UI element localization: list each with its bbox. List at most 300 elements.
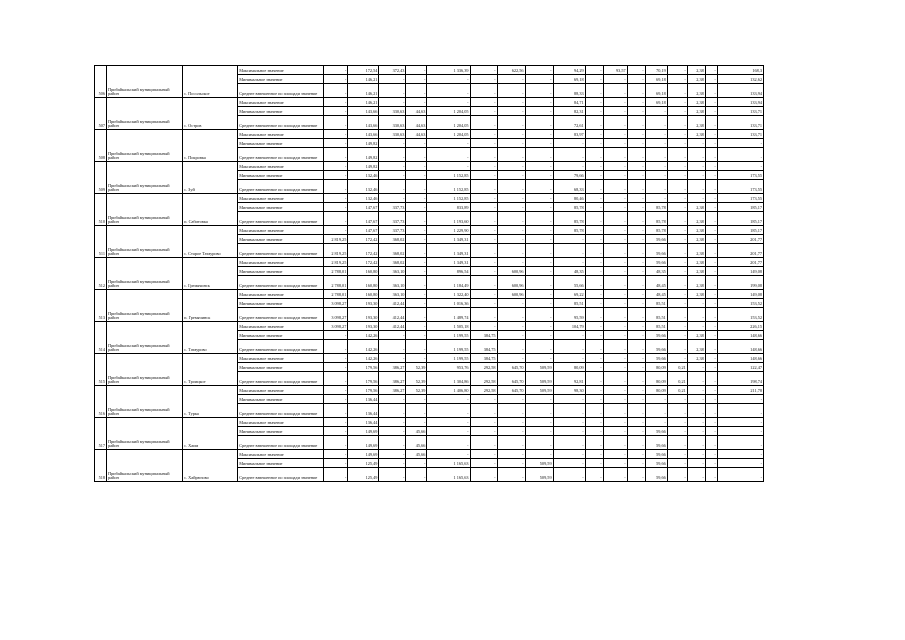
value-cell: - <box>427 418 470 427</box>
value-cell: - <box>470 459 497 468</box>
value-cell: - <box>406 308 427 322</box>
settlement-cell: с. Татаурово <box>183 322 238 354</box>
value-cell: - <box>324 331 348 340</box>
value-cell: - <box>525 276 553 290</box>
value-cell: - <box>497 148 525 162</box>
value-cell: - <box>627 340 645 354</box>
value-cell: - <box>667 436 687 450</box>
value-cell: 1 199,55 <box>427 340 470 354</box>
value-cell: 85,78 <box>645 226 667 235</box>
value-cell: 330,63 <box>379 130 406 139</box>
value-cell: 132,62 <box>717 75 763 84</box>
district-cell: Прибайкальский муниципальный район <box>107 322 183 354</box>
value-cell: - <box>667 468 687 482</box>
value-cell: 1 199,55 <box>427 354 470 363</box>
district-cell: Прибайкальский муниципальный район <box>107 98 183 130</box>
table-row <box>95 194 764 203</box>
value-cell: - <box>627 107 645 116</box>
value-cell: 153,52 <box>717 299 763 308</box>
value-cell: 509,59 <box>525 386 553 395</box>
value-cell: 82,31 <box>553 107 585 116</box>
value-cell: - <box>603 226 627 235</box>
value-cell: - <box>603 322 627 331</box>
value-cell: 147,67 <box>348 212 379 226</box>
value-cell: 44,63 <box>406 107 427 116</box>
value-cell: 2,38 <box>687 267 705 276</box>
value-cell: 1 349,31 <box>427 235 470 244</box>
value-cell: - <box>553 162 585 171</box>
value-cell: - <box>585 98 603 107</box>
value-cell: 69,22 <box>553 290 585 299</box>
value-cell: 337,73 <box>379 226 406 235</box>
value-cell: - <box>497 235 525 244</box>
value-cell: - <box>667 276 687 290</box>
value-cell: 3 098,27 <box>324 299 348 308</box>
value-cell: - <box>324 194 348 203</box>
value-cell: - <box>324 130 348 139</box>
value-cell: 2,38 <box>687 107 705 116</box>
value-cell: 292,58 <box>470 372 497 386</box>
value-cell: - <box>717 468 763 482</box>
district-cell: Прибайкальский муниципальный район <box>107 450 183 482</box>
value-cell: 363,10 <box>379 276 406 290</box>
value-type-label: Минимальное значение <box>238 203 324 212</box>
value-cell: - <box>324 226 348 235</box>
value-cell: - <box>406 244 427 258</box>
value-cell: - <box>470 267 497 276</box>
value-cell: - <box>585 299 603 308</box>
value-cell: - <box>627 130 645 139</box>
value-cell: - <box>324 418 348 427</box>
value-cell: 179,56 <box>348 386 379 395</box>
value-cell: - <box>627 363 645 372</box>
row-number: 518 <box>95 450 107 482</box>
value-cell: - <box>324 354 348 363</box>
value-cell: 173,55 <box>717 180 763 194</box>
value-cell: - <box>705 267 717 276</box>
value-cell: - <box>470 244 497 258</box>
value-cell: - <box>603 235 627 244</box>
value-cell: - <box>470 468 497 482</box>
value-cell: - <box>525 450 553 459</box>
value-cell: 68,33 <box>553 180 585 194</box>
value-cell: - <box>603 139 627 148</box>
value-cell: - <box>645 418 667 427</box>
value-cell: 896,54 <box>427 267 470 276</box>
value-cell: - <box>717 162 763 171</box>
row-number: 508 <box>95 130 107 162</box>
value-cell: 153,52 <box>717 308 763 322</box>
value-cell: - <box>687 322 705 331</box>
value-cell: - <box>525 436 553 450</box>
value-cell: 2,38 <box>687 235 705 244</box>
value-cell: - <box>406 203 427 212</box>
value-cell: 45,66 <box>406 427 427 436</box>
value-cell: - <box>603 203 627 212</box>
value-cell: - <box>705 404 717 418</box>
settlement-cell: с. Турка <box>183 386 238 418</box>
value-cell: - <box>406 212 427 226</box>
value-cell: - <box>470 258 497 267</box>
value-type-label: Среднее взвешенное по площади значение <box>238 308 324 322</box>
value-cell: - <box>603 308 627 322</box>
value-cell: 136,44 <box>348 395 379 404</box>
value-cell: 59,66 <box>645 331 667 340</box>
value-cell: - <box>627 226 645 235</box>
value-cell: - <box>497 340 525 354</box>
value-cell: - <box>497 139 525 148</box>
value-cell: - <box>525 354 553 363</box>
value-type-label: Среднее взвешенное по площади значение <box>238 436 324 450</box>
value-cell: - <box>379 171 406 180</box>
value-cell: 193,30 <box>348 299 379 308</box>
value-cell: - <box>470 212 497 226</box>
value-cell: 79,66 <box>553 171 585 180</box>
value-cell: - <box>627 427 645 436</box>
value-cell: 201,77 <box>717 244 763 258</box>
value-cell: - <box>687 395 705 404</box>
value-cell: - <box>667 212 687 226</box>
value-cell: 55,66 <box>553 276 585 290</box>
value-cell: 2,38 <box>687 84 705 98</box>
value-cell: 59,66 <box>645 427 667 436</box>
value-type-label: Минимальное значение <box>238 107 324 116</box>
value-cell: - <box>627 84 645 98</box>
value-cell: - <box>324 450 348 459</box>
value-cell: - <box>324 116 348 130</box>
value-cell: 142,26 <box>348 331 379 340</box>
value-cell: 363,10 <box>379 290 406 299</box>
value-cell: 85,51 <box>645 322 667 331</box>
value-cell: - <box>585 107 603 116</box>
value-cell: - <box>525 427 553 436</box>
value-cell: 1 199,55 <box>427 331 470 340</box>
value-cell: - <box>667 75 687 84</box>
value-cell: - <box>379 340 406 354</box>
value-cell: 2 788,01 <box>324 276 348 290</box>
value-cell: - <box>585 395 603 404</box>
value-type-label: Максимальное значение <box>238 162 324 171</box>
value-cell: 44,63 <box>406 116 427 130</box>
value-cell: - <box>705 354 717 363</box>
value-cell: 2,38 <box>687 354 705 363</box>
value-cell: - <box>687 372 705 386</box>
value-cell: - <box>645 180 667 194</box>
value-cell: - <box>525 395 553 404</box>
value-cell: - <box>717 427 763 436</box>
value-cell: - <box>406 354 427 363</box>
value-cell: 193,30 <box>348 308 379 322</box>
value-cell: - <box>497 226 525 235</box>
table-row <box>95 322 764 331</box>
value-cell: - <box>497 331 525 340</box>
value-cell: 2,38 <box>687 244 705 258</box>
value-cell: 69,18 <box>645 84 667 98</box>
value-cell: 2,38 <box>687 226 705 235</box>
value-cell: - <box>687 194 705 203</box>
value-cell: - <box>525 84 553 98</box>
value-cell: 59,66 <box>645 468 667 482</box>
value-cell: 147,67 <box>348 226 379 235</box>
value-cell: - <box>379 404 406 418</box>
value-cell: 48,35 <box>553 267 585 276</box>
value-cell: - <box>553 418 585 427</box>
value-cell: 85,51 <box>645 299 667 308</box>
value-cell: 172,42 <box>348 235 379 244</box>
value-cell: - <box>427 84 470 98</box>
value-cell: - <box>603 162 627 171</box>
value-cell: - <box>379 459 406 468</box>
district-cell: Прибайкальский муниципальный район <box>107 386 183 418</box>
value-type-label: Максимальное значение <box>238 194 324 203</box>
value-cell: - <box>627 299 645 308</box>
value-cell: 337,73 <box>379 212 406 226</box>
value-cell: - <box>324 148 348 162</box>
value-cell: - <box>324 468 348 482</box>
value-cell: - <box>497 258 525 267</box>
value-cell: - <box>667 340 687 354</box>
value-cell: - <box>427 162 470 171</box>
value-cell: - <box>705 436 717 450</box>
value-cell: 59,66 <box>645 244 667 258</box>
value-cell: - <box>525 116 553 130</box>
value-cell: - <box>525 171 553 180</box>
value-cell: - <box>705 98 717 107</box>
table-row <box>95 98 764 107</box>
value-cell: - <box>470 322 497 331</box>
value-cell: - <box>470 171 497 180</box>
value-cell: - <box>525 244 553 258</box>
value-cell: - <box>497 436 525 450</box>
value-cell: - <box>687 308 705 322</box>
value-type-label: Минимальное значение <box>238 267 324 276</box>
value-cell: 83,97 <box>553 130 585 139</box>
value-cell: 384,75 <box>470 331 497 340</box>
value-cell: - <box>553 331 585 340</box>
value-cell: - <box>553 235 585 244</box>
value-cell: - <box>585 372 603 386</box>
value-cell: - <box>553 244 585 258</box>
value-type-label: Максимальное значение <box>238 226 324 235</box>
value-cell: - <box>553 427 585 436</box>
value-cell: 143,66 <box>348 130 379 139</box>
value-cell: 45,66 <box>406 450 427 459</box>
value-cell: - <box>717 139 763 148</box>
table-row <box>95 386 764 395</box>
value-cell: - <box>406 66 427 75</box>
value-cell: 384,75 <box>470 354 497 363</box>
value-cell: - <box>603 130 627 139</box>
value-cell: - <box>470 418 497 427</box>
value-cell: - <box>525 107 553 116</box>
value-cell: - <box>603 427 627 436</box>
value-cell: - <box>585 276 603 290</box>
value-cell: 52,39 <box>406 386 427 395</box>
value-cell: 92,81 <box>553 372 585 386</box>
value-cell: 2,38 <box>687 116 705 130</box>
value-cell: - <box>585 308 603 322</box>
value-cell: 1 204,05 <box>427 107 470 116</box>
value-cell: - <box>379 194 406 203</box>
value-cell: - <box>525 267 553 276</box>
value-cell: - <box>525 162 553 171</box>
value-cell: 1 489,74 <box>427 308 470 322</box>
value-cell: 1 204,05 <box>427 116 470 130</box>
value-cell: - <box>627 290 645 299</box>
value-cell: - <box>525 331 553 340</box>
value-cell: - <box>379 180 406 194</box>
value-cell: - <box>603 116 627 130</box>
value-cell: - <box>324 404 348 418</box>
value-cell: - <box>603 404 627 418</box>
value-cell: - <box>603 212 627 226</box>
value-cell: 122,47 <box>717 363 763 372</box>
value-cell: - <box>525 203 553 212</box>
value-cell: - <box>497 244 525 258</box>
settlement-cell: с. Остров <box>183 98 238 130</box>
value-cell: - <box>645 395 667 404</box>
value-cell: 645,70 <box>497 386 525 395</box>
value-cell: - <box>324 180 348 194</box>
value-cell: - <box>470 139 497 148</box>
value-cell: - <box>705 308 717 322</box>
value-cell: 330,63 <box>379 107 406 116</box>
value-cell: - <box>553 436 585 450</box>
value-cell: 149,69 <box>348 427 379 436</box>
value-cell: - <box>427 139 470 148</box>
settlement-cell: с. Посольское <box>183 66 238 98</box>
value-cell: - <box>667 148 687 162</box>
value-cell: - <box>585 162 603 171</box>
value-cell: 2,38 <box>687 331 705 340</box>
value-cell: - <box>667 290 687 299</box>
value-cell: - <box>603 468 627 482</box>
district-cell: Прибайкальский муниципальный район <box>107 354 183 386</box>
value-cell: 211,78 <box>717 386 763 395</box>
settlement-cell: с. Зуй <box>183 162 238 194</box>
value-cell: 368,02 <box>379 244 406 258</box>
value-cell: - <box>585 340 603 354</box>
value-cell: - <box>603 459 627 468</box>
value-cell: - <box>627 468 645 482</box>
value-cell: - <box>603 299 627 308</box>
value-cell: - <box>470 404 497 418</box>
value-cell: - <box>497 450 525 459</box>
value-cell: 2,38 <box>687 203 705 212</box>
value-cell: - <box>585 148 603 162</box>
value-cell: - <box>406 235 427 244</box>
value-cell: 143,66 <box>348 116 379 130</box>
value-type-label: Минимальное значение <box>238 427 324 436</box>
value-cell: - <box>553 450 585 459</box>
value-cell: - <box>379 331 406 340</box>
value-cell: 59,66 <box>645 459 667 468</box>
value-cell: - <box>525 308 553 322</box>
value-cell: - <box>603 148 627 162</box>
value-cell: - <box>585 354 603 363</box>
value-cell: 600,96 <box>497 276 525 290</box>
value-cell: - <box>585 418 603 427</box>
value-cell: - <box>687 162 705 171</box>
value-cell: - <box>645 148 667 162</box>
value-cell: 386,27 <box>379 372 406 386</box>
value-cell: - <box>627 308 645 322</box>
value-cell: - <box>406 459 427 468</box>
value-cell: 330,63 <box>379 116 406 130</box>
value-cell: 1 349,31 <box>427 244 470 258</box>
value-cell: 1 322,40 <box>427 290 470 299</box>
value-cell: - <box>470 436 497 450</box>
value-cell: - <box>525 226 553 235</box>
row-number: 510 <box>95 194 107 226</box>
value-cell: - <box>717 436 763 450</box>
value-cell: - <box>497 171 525 180</box>
value-cell: - <box>324 212 348 226</box>
value-cell: - <box>497 116 525 130</box>
value-cell: 59,66 <box>645 340 667 354</box>
value-cell: - <box>470 308 497 322</box>
value-cell: - <box>427 75 470 84</box>
value-cell: 363,10 <box>379 267 406 276</box>
data-table-sheet <box>94 65 764 571</box>
value-cell: 2 788,01 <box>324 267 348 276</box>
value-cell: - <box>406 299 427 308</box>
value-cell: - <box>324 139 348 148</box>
value-type-label: Максимальное значение <box>238 290 324 299</box>
value-cell: 143,66 <box>348 107 379 116</box>
value-cell: 412,44 <box>379 308 406 322</box>
value-cell: 3 098,27 <box>324 308 348 322</box>
value-cell: - <box>379 436 406 450</box>
value-cell: 48,35 <box>645 267 667 276</box>
value-cell: - <box>470 98 497 107</box>
value-cell: 52,39 <box>406 372 427 386</box>
value-cell: - <box>603 372 627 386</box>
settlement-cell: с. Хаим <box>183 418 238 450</box>
value-cell: - <box>497 418 525 427</box>
value-cell: - <box>553 258 585 267</box>
value-cell: - <box>324 459 348 468</box>
value-cell: - <box>470 235 497 244</box>
value-cell: - <box>406 148 427 162</box>
value-cell: - <box>667 194 687 203</box>
value-cell: 412,44 <box>379 322 406 331</box>
value-cell: - <box>603 418 627 427</box>
value-cell: - <box>705 84 717 98</box>
value-cell: - <box>497 180 525 194</box>
value-cell: - <box>525 235 553 244</box>
value-cell: - <box>645 194 667 203</box>
table-row <box>95 66 764 75</box>
value-cell: - <box>379 75 406 84</box>
value-cell: - <box>470 148 497 162</box>
value-type-label: Среднее взвешенное по площади значение <box>238 116 324 130</box>
value-cell: 132,46 <box>348 194 379 203</box>
value-cell: - <box>667 171 687 180</box>
value-cell: - <box>603 98 627 107</box>
value-cell: 2 788,01 <box>324 290 348 299</box>
value-cell: 88,33 <box>553 84 585 98</box>
value-cell: - <box>603 267 627 276</box>
value-cell: - <box>497 194 525 203</box>
value-cell: - <box>667 226 687 235</box>
value-cell: - <box>497 459 525 468</box>
value-cell: 199,08 <box>717 276 763 290</box>
value-cell: - <box>585 235 603 244</box>
value-cell: - <box>705 386 717 395</box>
value-cell: - <box>406 75 427 84</box>
value-cell: 2,38 <box>687 98 705 107</box>
